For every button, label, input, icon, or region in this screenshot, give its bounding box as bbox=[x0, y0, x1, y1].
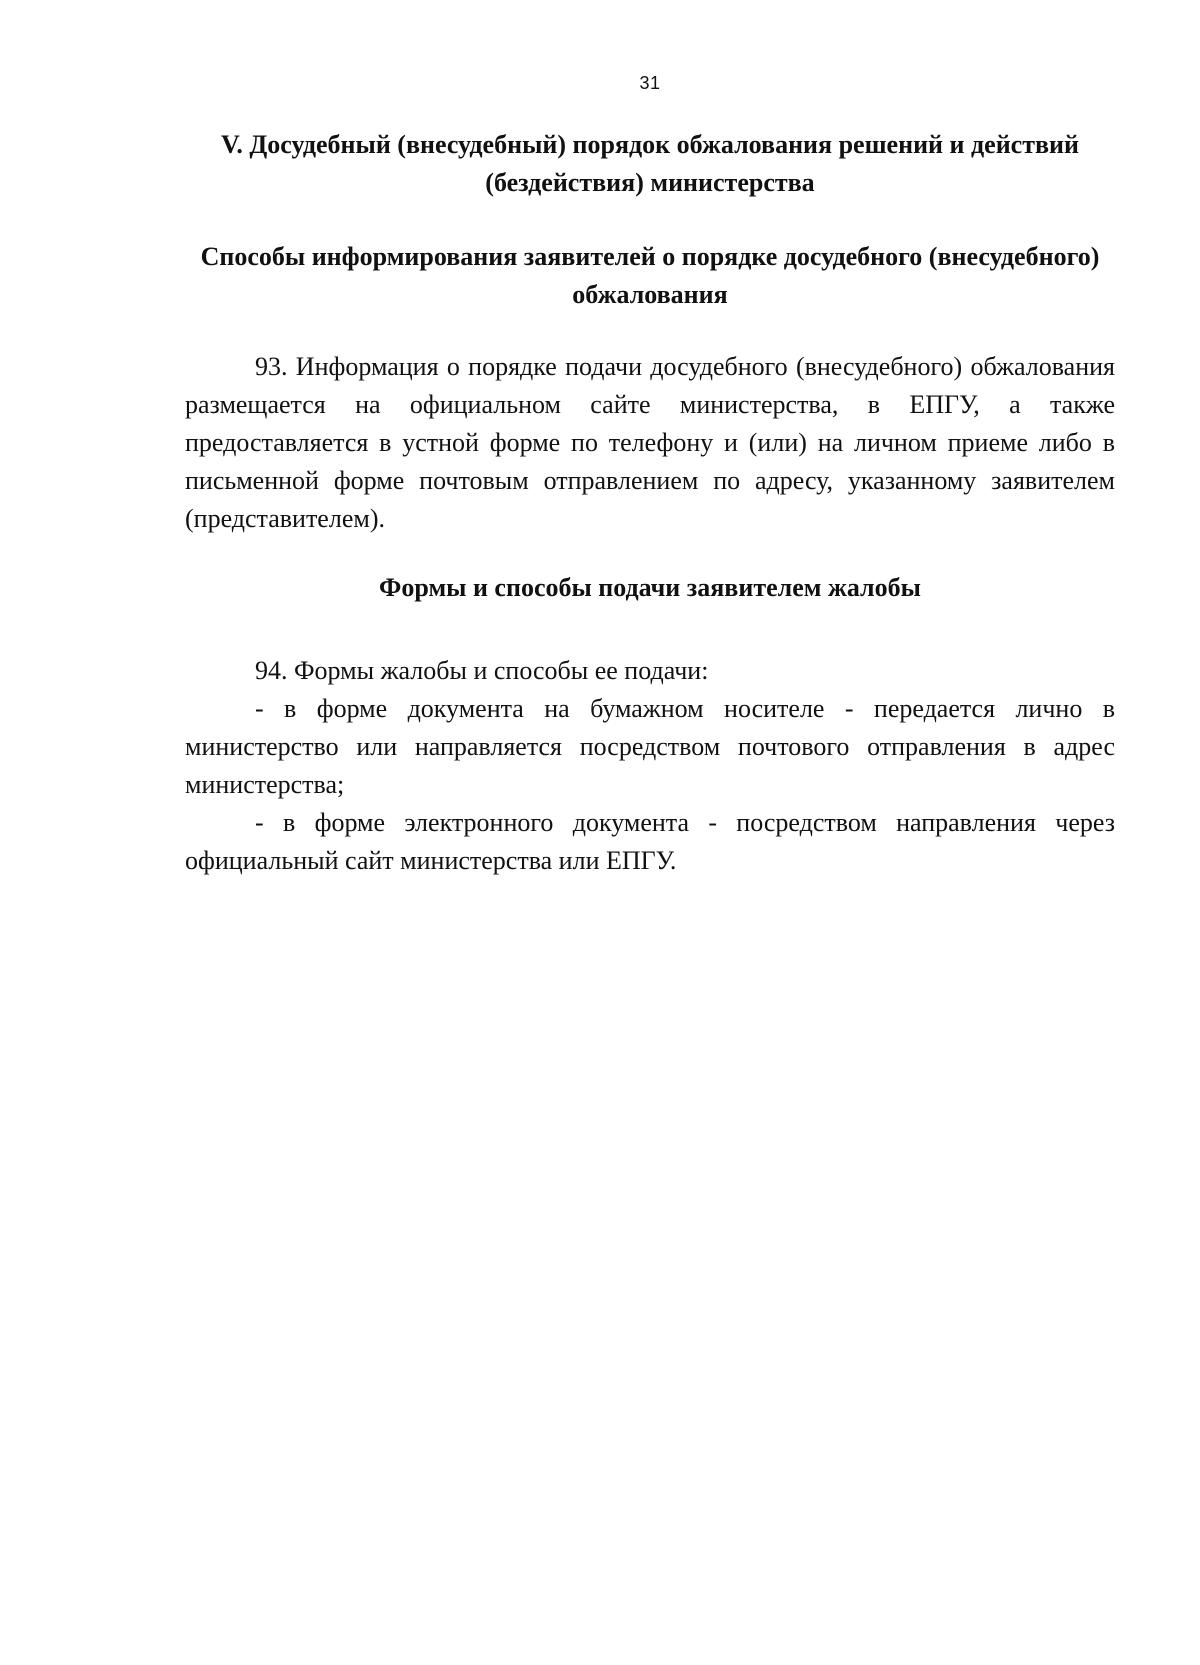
subsection-title-complaint-forms: Формы и способы подачи заявителем жалобы bbox=[379, 573, 921, 602]
paragraph-94-intro: 94. Формы жалобы и способы ее подачи: bbox=[255, 656, 709, 685]
subsection-title-informing: Способы информирования заявителей о порядке досудебного (внесудебного) обжалования bbox=[200, 242, 1100, 309]
paragraph-94-item-electronic: - в форме электронного документа - посредством направления через официальный сайт министерства или ЕПГУ. bbox=[185, 808, 1115, 875]
page-number: 31 bbox=[639, 73, 661, 93]
section-title: V. Досудебный (внесудебный) порядок обжалования решений и действий (бездействия) министерства bbox=[220, 130, 1079, 197]
paragraph-93: 93. Информация о порядке подачи досудебного (внесудебного) обжалования размещается на официальном сайте министерства, в ЕПГУ, а также предоставляется в устной форме по телефону и (или) на личном приеме либо в письменной форме почтовым отправлением по адресу, указанному заявителем (представителем). bbox=[185, 352, 1115, 533]
paragraph-94-item-paper: - в форме документа на бумажном носителе - передается лично в министерство или направляется посредством почтового отправления в адрес министерства; bbox=[185, 694, 1115, 799]
